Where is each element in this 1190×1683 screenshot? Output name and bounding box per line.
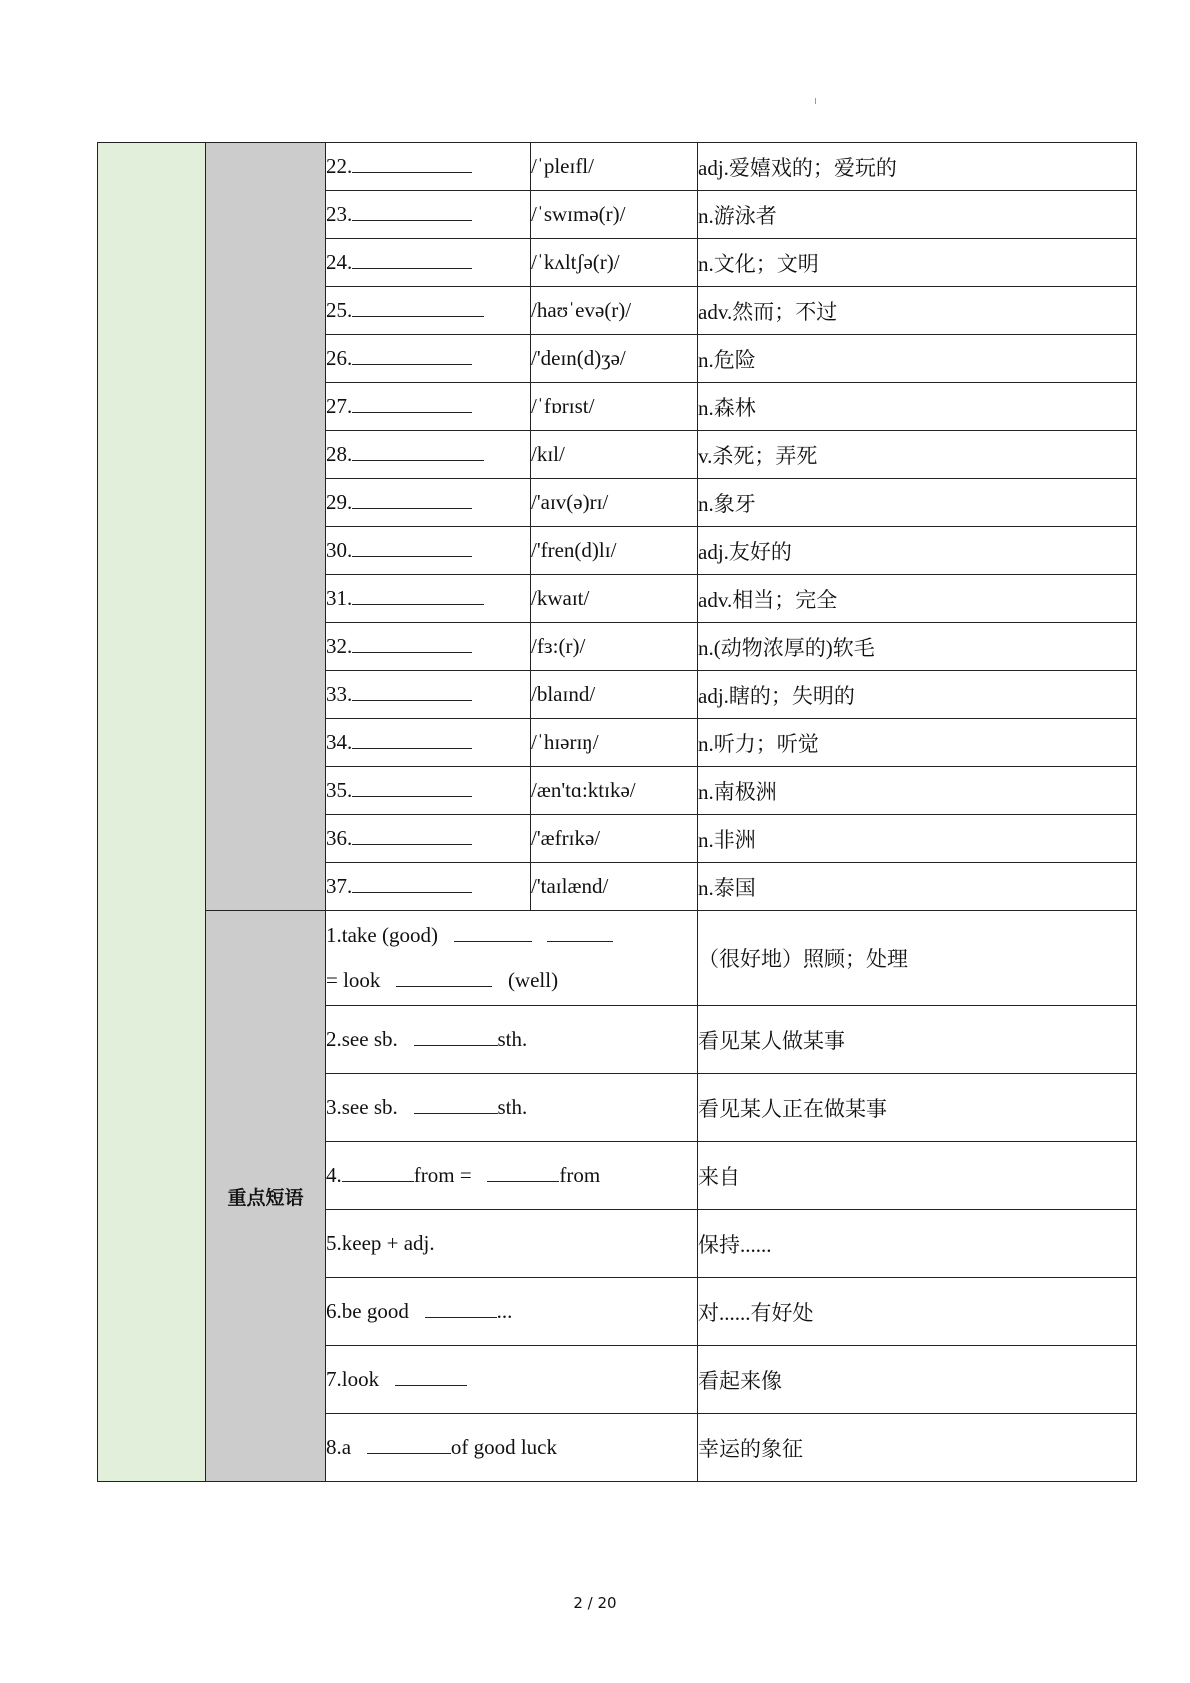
meaning-text: n.文化；文明 xyxy=(698,251,819,276)
phonetic-text: /ˈkʌltʃə(r)/ xyxy=(531,250,620,274)
meaning-cell xyxy=(698,623,1137,671)
phonetic-text: /'æfrɪkə/ xyxy=(531,826,601,850)
item-number: 32. xyxy=(326,634,353,658)
answer-blank[interactable] xyxy=(414,1027,498,1046)
phrase-meaning-text: 看起来像 xyxy=(698,1368,782,1393)
phrase-text: 7.look xyxy=(326,1367,380,1391)
answer-blank[interactable] xyxy=(367,1435,451,1454)
word-cell xyxy=(326,431,531,479)
vocab-section-label-cell xyxy=(206,143,326,911)
word-answer-blank[interactable] xyxy=(352,778,472,797)
answer-blank[interactable] xyxy=(487,1163,559,1182)
phrase-text: 4. xyxy=(326,1163,342,1187)
item-number: 30. xyxy=(326,538,353,562)
item-number: 29. xyxy=(326,490,353,514)
phrase-text: ... xyxy=(496,1299,513,1323)
phrase-meaning-text: 幸运的象征 xyxy=(698,1436,803,1461)
word-cell xyxy=(326,575,531,623)
phrase-meaning-cell xyxy=(698,1346,1137,1414)
meaning-text: v.杀死；弄死 xyxy=(698,443,818,468)
phonetic-text: /ˈswɪmə(r)/ xyxy=(531,202,626,226)
meaning-text: n.泰国 xyxy=(698,875,756,900)
phrase-text: from = xyxy=(413,1163,472,1187)
phonetic-cell xyxy=(531,239,698,287)
phonetic-cell xyxy=(531,479,698,527)
word-cell xyxy=(326,671,531,719)
meaning-text: n.南极洲 xyxy=(698,779,777,804)
word-answer-blank[interactable] xyxy=(352,682,472,701)
phrase-text: of good luck xyxy=(450,1435,557,1459)
answer-blank[interactable] xyxy=(395,1367,467,1386)
meaning-cell xyxy=(698,335,1137,383)
vocab-row xyxy=(98,143,1137,191)
phonetic-cell xyxy=(531,431,698,479)
word-cell xyxy=(326,719,531,767)
phrase-cell xyxy=(326,1210,698,1278)
phonetic-cell xyxy=(531,863,698,911)
meaning-text: n.非洲 xyxy=(698,827,756,852)
phrase-text: 1.take (good) xyxy=(326,923,438,947)
word-cell xyxy=(326,527,531,575)
item-number: 28. xyxy=(326,442,353,466)
phonetic-cell xyxy=(531,767,698,815)
phonetic-text: /kɪl/ xyxy=(531,442,565,466)
phonetic-text: /'taɪlænd/ xyxy=(531,874,609,898)
phrase-meaning-text: 对......有好处 xyxy=(698,1300,814,1325)
meaning-text: adj.爱嬉戏的；爱玩的 xyxy=(698,155,897,180)
item-number: 24. xyxy=(326,250,353,274)
word-cell xyxy=(326,815,531,863)
phrase-text: 8.a xyxy=(326,1435,352,1459)
phrase-cell xyxy=(326,1142,698,1210)
phonetic-text: /kwaɪt/ xyxy=(531,586,590,610)
word-cell xyxy=(326,287,531,335)
phrase-meaning-cell xyxy=(698,911,1137,1006)
answer-blank[interactable] xyxy=(425,1299,497,1318)
word-answer-blank[interactable] xyxy=(352,154,472,173)
phonetic-cell xyxy=(531,527,698,575)
phrase-cell xyxy=(326,1006,698,1074)
phonetic-cell xyxy=(531,335,698,383)
phrase-meaning-cell xyxy=(698,1210,1137,1278)
phonetic-cell xyxy=(531,191,698,239)
phonetic-cell xyxy=(531,383,698,431)
word-answer-blank[interactable] xyxy=(352,202,472,221)
phonetic-text: /'fren(d)lɪ/ xyxy=(531,538,617,562)
meaning-cell xyxy=(698,767,1137,815)
word-answer-blank[interactable] xyxy=(352,538,472,557)
word-answer-blank[interactable] xyxy=(352,250,472,269)
item-number: 36. xyxy=(326,826,353,850)
phonetic-text: /haʊˈevə(r)/ xyxy=(531,298,632,322)
phrase-cell xyxy=(326,1074,698,1142)
phonetic-cell xyxy=(531,815,698,863)
meaning-text: n.(动物浓厚的)软毛 xyxy=(698,635,875,660)
meaning-cell xyxy=(698,671,1137,719)
word-answer-blank[interactable] xyxy=(352,394,472,413)
meaning-text: adv.相当；完全 xyxy=(698,587,838,612)
phrase-meaning-cell xyxy=(698,1074,1137,1142)
phonetic-text: /ˈhɪərɪŋ/ xyxy=(531,730,599,754)
meaning-text: n.危险 xyxy=(698,347,756,372)
phrase-cell xyxy=(326,911,698,1006)
phonetic-text: /'aɪv(ə)rɪ/ xyxy=(531,490,609,514)
item-number: 34. xyxy=(326,730,353,754)
phrase-meaning-text: （很好地）照顾；处理 xyxy=(698,947,908,971)
phrase-meaning-text: 看见某人正在做某事 xyxy=(698,1096,887,1121)
phrase-text: = look xyxy=(326,968,381,992)
meaning-text: adv.然而；不过 xyxy=(698,299,838,324)
phrase-meaning-cell xyxy=(698,1006,1137,1074)
meaning-cell xyxy=(698,431,1137,479)
word-answer-blank[interactable] xyxy=(352,586,484,605)
phonetic-text: /ˈpleɪfl/ xyxy=(531,154,594,178)
word-answer-blank[interactable] xyxy=(352,298,484,317)
word-cell xyxy=(326,863,531,911)
word-answer-blank[interactable] xyxy=(352,874,472,893)
meaning-cell xyxy=(698,575,1137,623)
meaning-text: n.游泳者 xyxy=(698,203,777,228)
word-answer-blank[interactable] xyxy=(352,490,472,509)
meaning-cell xyxy=(698,863,1137,911)
word-cell xyxy=(326,335,531,383)
item-number: 33. xyxy=(326,682,353,706)
word-cell xyxy=(326,143,531,191)
phrase-meaning-text: 看见某人做某事 xyxy=(698,1028,845,1053)
phrase-meaning-text: 来自 xyxy=(698,1164,740,1189)
header-mark xyxy=(815,98,816,104)
phonetic-text: /'deɪn(d)ʒə/ xyxy=(531,346,626,370)
phrase-cell xyxy=(326,1278,698,1346)
word-answer-blank[interactable] xyxy=(352,346,472,365)
page-number: 2 / 20 xyxy=(573,1594,617,1612)
phonetic-text: /fɜ:(r)/ xyxy=(531,634,586,658)
phrase-text: 5.keep + adj. xyxy=(326,1231,435,1255)
answer-blank[interactable] xyxy=(454,923,532,942)
phrase-text: (well) xyxy=(507,968,559,992)
phrase-text: 2.see sb. xyxy=(326,1027,398,1051)
meaning-cell xyxy=(698,143,1137,191)
category-column xyxy=(98,143,206,1482)
meaning-cell xyxy=(698,287,1137,335)
phonetic-cell xyxy=(531,671,698,719)
meaning-text: adj.瞎的；失明的 xyxy=(698,683,855,708)
item-number: 31. xyxy=(326,586,353,610)
meaning-text: n.森林 xyxy=(698,395,756,420)
meaning-text: adj.友好的 xyxy=(698,539,792,564)
meaning-text: n.象牙 xyxy=(698,491,756,516)
item-number: 22. xyxy=(326,154,353,178)
meaning-cell xyxy=(698,383,1137,431)
vocabulary-table xyxy=(97,142,1137,1482)
word-answer-blank[interactable] xyxy=(352,634,472,653)
meaning-text: n.听力；听觉 xyxy=(698,731,819,756)
word-cell xyxy=(326,479,531,527)
word-answer-blank[interactable] xyxy=(352,730,472,749)
phonetic-cell xyxy=(531,287,698,335)
phrase-text: from xyxy=(559,1163,601,1187)
answer-blank[interactable] xyxy=(342,1163,414,1182)
phrase-text: sth. xyxy=(497,1027,528,1051)
phonetic-cell xyxy=(531,143,698,191)
phonetic-cell xyxy=(531,623,698,671)
phrase-meaning-cell xyxy=(698,1142,1137,1210)
word-cell xyxy=(326,191,531,239)
phrase-row xyxy=(98,911,1137,1006)
meaning-cell xyxy=(698,191,1137,239)
phrase-meaning-text: 保持...... xyxy=(698,1232,772,1257)
phrase-text: 3.see sb. xyxy=(326,1095,398,1119)
item-number: 35. xyxy=(326,778,353,802)
answer-blank[interactable] xyxy=(396,968,492,987)
item-number: 23. xyxy=(326,202,353,226)
meaning-cell xyxy=(698,527,1137,575)
phonetic-text: /æn'tɑ:ktɪkə/ xyxy=(531,778,636,802)
word-cell xyxy=(326,623,531,671)
phonetic-text: /blaɪnd/ xyxy=(531,682,596,706)
phrase-cell xyxy=(326,1346,698,1414)
item-number: 37. xyxy=(326,874,353,898)
phonetic-cell xyxy=(531,575,698,623)
phrase-meaning-cell xyxy=(698,1278,1137,1346)
word-answer-blank[interactable] xyxy=(352,442,484,461)
phonetic-cell xyxy=(531,719,698,767)
word-answer-blank[interactable] xyxy=(352,826,472,845)
phrase-text: sth. xyxy=(497,1095,528,1119)
item-number: 26. xyxy=(326,346,353,370)
phonetic-text: /ˈfɒrɪst/ xyxy=(531,394,595,418)
item-number: 27. xyxy=(326,394,353,418)
phrase-cell xyxy=(326,1414,698,1482)
answer-blank[interactable] xyxy=(414,1095,498,1114)
meaning-cell xyxy=(698,239,1137,287)
word-cell xyxy=(326,767,531,815)
meaning-cell xyxy=(698,479,1137,527)
phrase-text: 6.be good xyxy=(326,1299,409,1323)
phrase-meaning-cell xyxy=(698,1414,1137,1482)
section-label: 重点短语 xyxy=(206,911,326,1482)
meaning-cell xyxy=(698,719,1137,767)
answer-blank[interactable] xyxy=(547,923,613,942)
word-cell xyxy=(326,383,531,431)
meaning-cell xyxy=(698,815,1137,863)
word-cell xyxy=(326,239,531,287)
item-number: 25. xyxy=(326,298,353,322)
